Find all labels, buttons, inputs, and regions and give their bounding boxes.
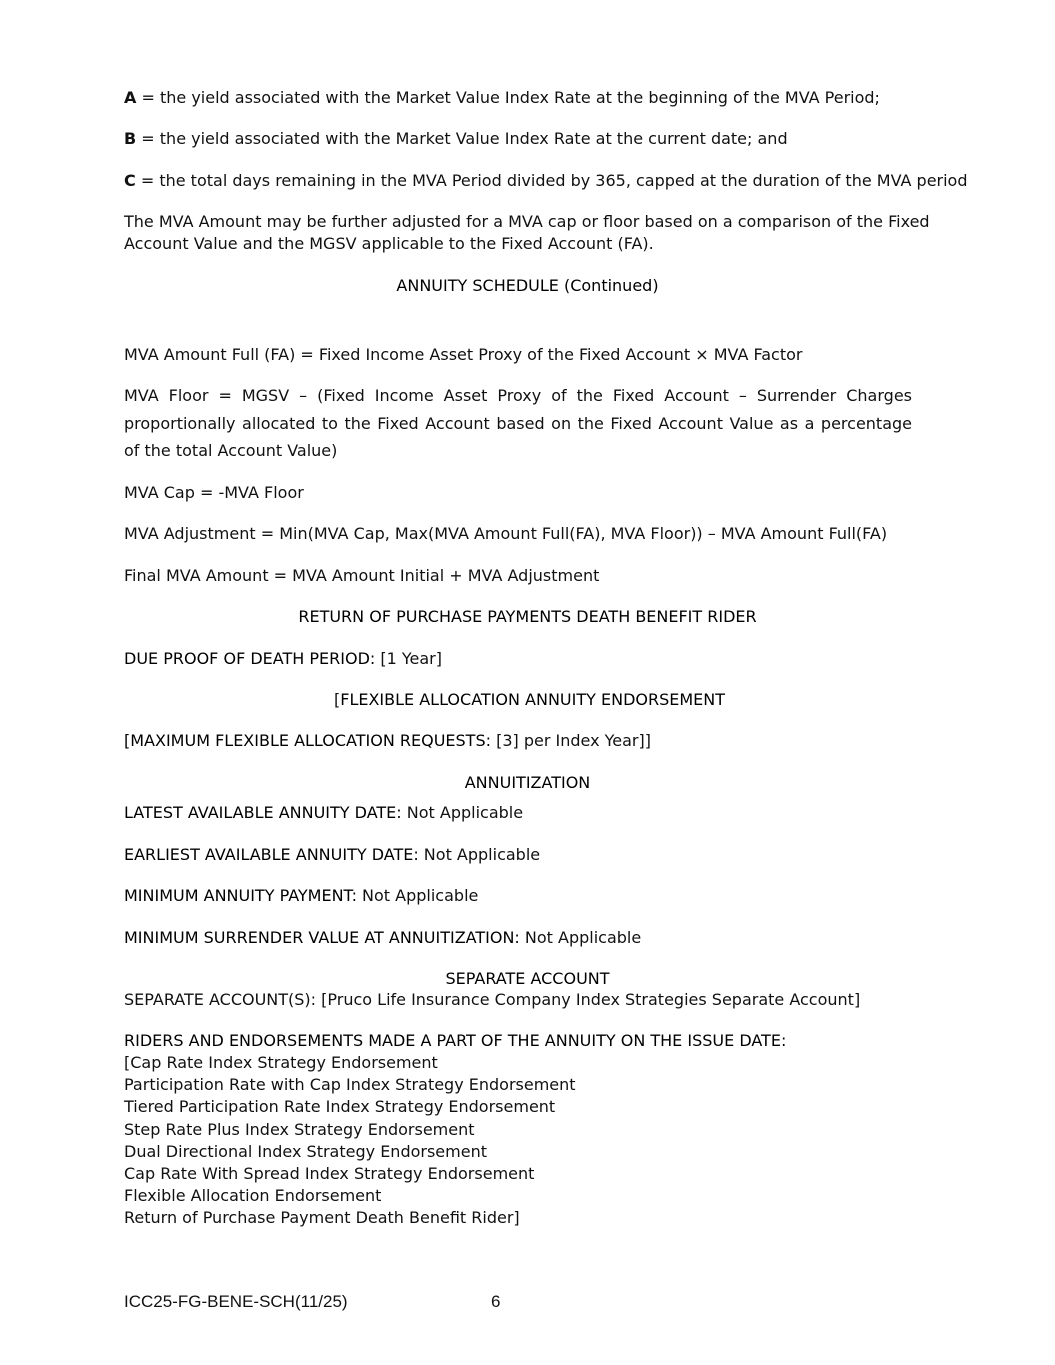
bracket: [ bbox=[333, 690, 341, 709]
footer-page-number: 6 bbox=[491, 1292, 501, 1311]
field-value: Not Applicable bbox=[401, 803, 524, 822]
definition-c bbox=[124, 171, 968, 191]
field-label: MINIMUM ANNUITY PAYMENT: bbox=[124, 886, 357, 905]
mva-note-line1: The MVA Amount may be further adjusted for a MVA cap or floor based on a comparison of the Fixed bbox=[124, 212, 930, 231]
definition-key: A bbox=[124, 88, 137, 107]
field-value: Not Applicable bbox=[519, 928, 642, 947]
definition-b bbox=[124, 129, 788, 149]
field-label: LATEST AVAILABLE ANNUITY DATE: bbox=[124, 803, 402, 822]
definition-a bbox=[124, 88, 880, 108]
field-value: Not Applicable bbox=[418, 845, 541, 864]
latest-annuity-date bbox=[124, 803, 523, 823]
heading-flexible-allocation bbox=[2, 690, 1055, 710]
field-label: DUE PROOF OF DEATH PERIOD: bbox=[124, 649, 376, 668]
heading-text: FLEXIBLE ALLOCATION ANNUITY ENDORSEMENT bbox=[340, 690, 726, 709]
field-value: Not Applicable bbox=[356, 886, 479, 905]
heading-return-of-purchase-payments: RETURN OF PURCHASE PAYMENTS DEATH BENEFIT RIDER bbox=[298, 607, 757, 626]
due-proof-of-death bbox=[124, 649, 442, 669]
rider-item: [Cap Rate Index Strategy Endorsement bbox=[124, 1053, 438, 1072]
mva-note-line2: Account Value and the MGSV applicable to the Fixed Account (FA). bbox=[124, 234, 654, 253]
rider-item: Flexible Allocation Endorsement bbox=[124, 1186, 382, 1206]
heading-separate-account: SEPARATE ACCOUNT bbox=[445, 969, 610, 988]
field-label: [MAXIMUM FLEXIBLE ALLOCATION REQUESTS: bbox=[124, 731, 491, 750]
definition-key: B bbox=[124, 129, 137, 148]
mva-cap: MVA Cap = -MVA Floor bbox=[124, 483, 304, 502]
rider-item: Return of Purchase Payment Death Benefit Rider] bbox=[124, 1208, 520, 1228]
heading-annuity-schedule: ANNUITY SCHEDULE (Continued) bbox=[396, 276, 659, 295]
separate-accounts: SEPARATE ACCOUNT(S): [Pruco Life Insurance Company Index Strategies Separate Account] bbox=[124, 990, 861, 1009]
definition-text: = the yield associated with the Market Value Index Rate at the beginning of the MVA Period; bbox=[136, 88, 880, 107]
rider-item: Dual Directional Index Strategy Endorsement bbox=[124, 1141, 487, 1161]
earliest-annuity-date bbox=[124, 845, 540, 865]
field-label: MINIMUM SURRENDER VALUE AT ANNUITIZATION: bbox=[124, 928, 520, 947]
rider-item: Tiered Participation Rate Index Strategy Endorsement bbox=[124, 1097, 556, 1117]
footer-form-id: ICC25-FG-BENE-SCH(11/25) bbox=[124, 1292, 348, 1311]
mva-amount-full: MVA Amount Full (FA) = Fixed Income Asset Proxy of the Fixed Account × MVA Factor bbox=[124, 345, 803, 364]
heading-annuitization: ANNUITIZATION bbox=[464, 773, 591, 792]
minimum-surrender-value bbox=[124, 928, 641, 948]
mva-floor: MVA Floor = MGSV – (Fixed Income Asset Proxy of the Fixed Account – Surrender Charges proportionally allocated to the Fixed Account based on the Fixed Account Value as a percentage of the total Account Value) bbox=[124, 386, 912, 460]
rider-item: Participation Rate with Cap Index Strategy Endorsement bbox=[124, 1075, 576, 1095]
mva-adjustment: MVA Adjustment = Min(MVA Cap, Max(MVA Amount Full(FA), MVA Floor)) – MVA Amount Full(FA) bbox=[124, 524, 888, 543]
minimum-annuity-payment bbox=[124, 886, 478, 906]
field-value: [3] per Index Year]] bbox=[491, 731, 651, 750]
definition-text: = the yield associated with the Market Value Index Rate at the current date; and bbox=[136, 129, 788, 148]
riders-list bbox=[124, 1052, 576, 1230]
field-value: [1 Year] bbox=[375, 649, 442, 668]
definition-key: C bbox=[124, 171, 136, 190]
final-mva-amount: Final MVA Amount = MVA Amount Initial + MVA Adjustment bbox=[124, 566, 600, 585]
rider-item: Step Rate Plus Index Strategy Endorsement bbox=[124, 1119, 475, 1139]
field-label: EARLIEST AVAILABLE ANNUITY DATE: bbox=[124, 845, 419, 864]
rider-item: Cap Rate With Spread Index Strategy Endorsement bbox=[124, 1164, 535, 1184]
riders-heading: RIDERS AND ENDORSEMENTS MADE A PART OF THE ANNUITY ON THE ISSUE DATE: bbox=[124, 1031, 787, 1050]
max-flexible-allocation-requests bbox=[124, 731, 651, 751]
definition-text: = the total days remaining in the MVA Period divided by 365, capped at the duration of the MVA period bbox=[135, 171, 968, 190]
